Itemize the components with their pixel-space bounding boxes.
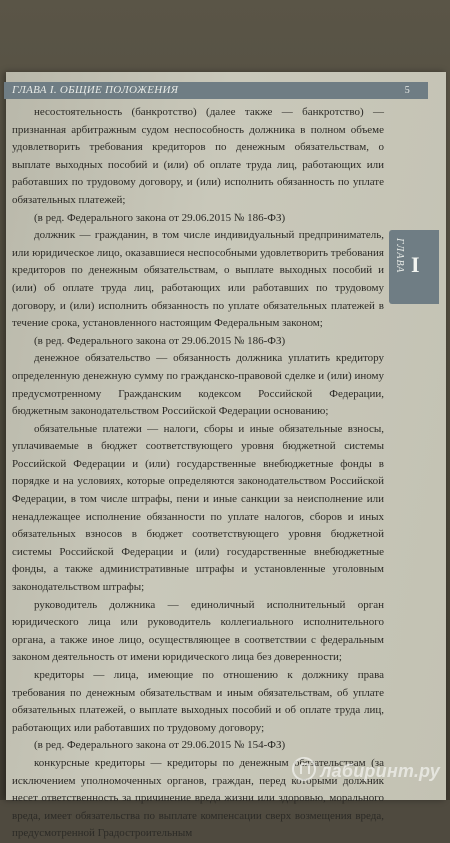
chapter-tab-number: I <box>411 252 420 277</box>
watermark-text: лабиринт.ру <box>320 761 440 781</box>
labirint-logo-icon <box>292 757 316 781</box>
amendment-reference: (в ред. Федерального закона от 29.06.2015 № 186-ФЗ) <box>34 211 286 224</box>
chapter-side-tab <box>389 230 439 304</box>
paragraph-debtor-head: руководитель должника — единоличный исполнительный орган юридического лица или руководитель коллегиального исполнительного органа, а также иное лицо, осуществляющее в соответствии с федеральным законом деятельность от имени юридического лица без доверенности; <box>12 598 384 664</box>
paragraph-mandatory-payments: обязательные платежи — налоги, сборы и иные обязательные взносы, уплачиваемые в бюджет соответствующего уровня бюджетной системы Российской Федерации и (или) государственные внебюджетные фонды в порядке и на условиях, которые определяются законодательством Российской Федерации, в том числе штрафы, пени и иные санкции за неисполнение или ненадлежащее исполнение обязанности по уплате налогов, сборов и иных обязательных взносов в бюджет соответствующего уровня бюджетной системы Российской Федерации и (или) государственные внебюджетные фонды, а также административные штрафы и установленные уголовным законодательством штрафы; <box>12 422 384 594</box>
paragraph-bankruptcy-creditors: конкурсные кредиторы — кредиторы по денежным обязательствам (за исключением уполномоченных органов, граждан, перед которыми должник несет ответственность за причинение вреда жизни или здоровью, морального вреда, имеет обязательства по выплате компенсации сверх возмещения вреда, предусмотренной Градостроительным <box>12 756 384 840</box>
chapter-title: ГЛАВА I. ОБЩИЕ ПОЛОЖЕНИЯ <box>12 84 179 96</box>
amendment-reference: (в ред. Федерального закона от 29.06.2015 № 186-ФЗ) <box>34 334 286 347</box>
paragraph-debtor-definition: должник — гражданин, в том числе индивидуальный предприниматель, или юридическое лицо, оказавшиеся неспособными удовлетворить требования кредиторов по денежным обязательствам, о выплате выходных пособий и (или) об оплате труда лиц, работающих или работавших по трудовому договору, и (или) исполнить обязанность по уплате обязательных платежей в течение срока, установленного настоящим Федеральным законом; <box>12 229 384 330</box>
paragraph-creditors: кредиторы — лица, имеющие по отношению к должнику права требования по денежным обязательствам и иным обязательствам, об уплате обязательных платежей, о выплате выходных пособий и об оплате труда лиц, работающих или работавших по трудовому договору; <box>12 669 384 734</box>
paragraph-bankruptcy-definition: несостоятельность (банкротство) (далее также — банкротство) — признанная арбитражным судом неспособность должника в полном объеме удовлетворить требования кредиторов по денежным обязательствам, о выплате выходных пособий и (или) об оплате труда лиц, работающих или работавших по трудовому договору, и (или) исполнить обязанность по уплате обязательных платежей; <box>12 106 384 206</box>
page-number: 5 <box>404 85 410 96</box>
paragraph-monetary-obligation: денежное обязательство — обязанность должника уплатить кредитору определенную денежную сумму по гражданско-правовой сделке и (или) иному предусмотренному Гражданским кодексом Российской Федерации, бюджетным законодательством Российской Федерации основанию; <box>12 352 384 418</box>
amendment-reference: (в ред. Федерального закона от 29.06.2015 № 154-ФЗ) <box>34 739 286 752</box>
page-body-text <box>12 104 384 843</box>
chapter-tab-label: ГЛАВА <box>394 238 405 274</box>
site-watermark <box>292 757 440 782</box>
running-header <box>4 82 428 99</box>
